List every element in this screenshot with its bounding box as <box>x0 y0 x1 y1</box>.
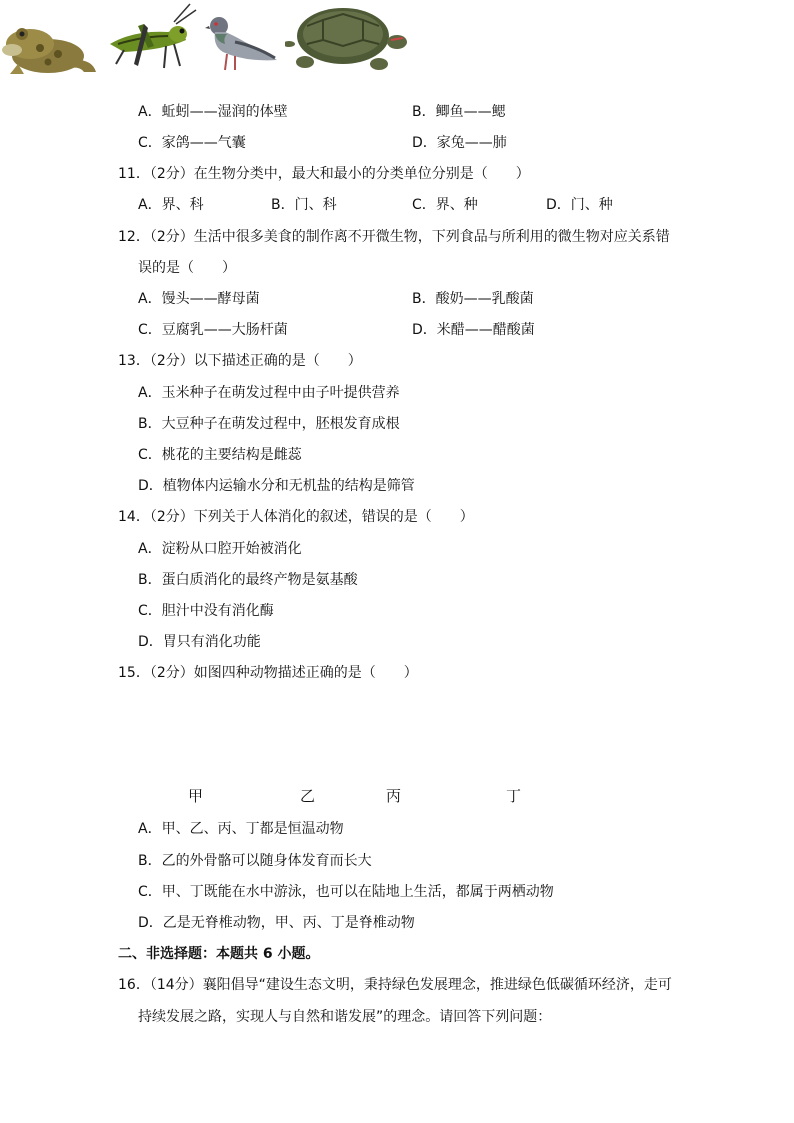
q13-option-d: D．植物体内运输水分和无机盐的结构是筛管 <box>138 478 415 494</box>
q15-stem: 15．（2分）如图四种动物描述正确的是（ ） <box>118 665 418 681</box>
animal-label-jia: 甲 <box>188 787 204 805</box>
q13-option-a: A．玉米种子在萌发过程中由子叶提供营养 <box>138 385 400 401</box>
q12-option-d: D．米醋——醋酸菌 <box>412 322 535 338</box>
q14-option-c: C．胆汁中没有消化酶 <box>138 603 274 619</box>
turtle-image <box>285 0 409 78</box>
q16-stem-line2: 持续发展之路，实现人与自然和谐发展”的理念。请回答下列问题： <box>138 1009 552 1025</box>
q12-stem-line2: 误的是（ ） <box>138 260 236 276</box>
q12-option-c: C．豆腐乳——大肠杆菌 <box>138 322 288 338</box>
q14-option-a: A．淀粉从口腔开始被消化 <box>138 541 302 557</box>
q14-option-d: D．胃只有消化功能 <box>138 634 261 650</box>
q13-option-c: C．桃花的主要结构是雌蕊 <box>138 447 302 463</box>
section-heading: 二、非选择题：本题共 6 小题。 <box>118 946 320 962</box>
pigeon-image <box>205 12 281 78</box>
frog-image <box>0 16 100 78</box>
animal-figure <box>0 0 794 82</box>
q13-option-b: B．大豆种子在萌发过程中，胚根发育成根 <box>138 416 400 432</box>
q10-option-b: B．鲫鱼——鳃 <box>412 104 506 120</box>
q11-option-d: D．门、种 <box>546 197 613 213</box>
q12-option-a: A．馒头——酵母菌 <box>138 291 260 307</box>
q12-stem-line1: 12．（2分）生活中很多美食的制作离不开微生物，下列食品与所利用的微生物对应关系错 <box>118 229 670 245</box>
grasshopper-image <box>104 2 200 78</box>
q15-option-b: B．乙的外骨骼可以随身体发育而长大 <box>138 853 372 869</box>
q14-stem: 14．（2分）下列关于人体消化的叙述，错误的是（ ） <box>118 509 474 525</box>
q15-option-a: A．甲、乙、丙、丁都是恒温动物 <box>138 821 344 837</box>
animal-label-yi: 乙 <box>300 787 316 805</box>
q16-stem-line1: 16．（14分）襄阳倡导“建设生态文明，秉持绿色发展理念，推进绿色低碳循环经济，走可 <box>118 977 672 993</box>
q11-stem: 11．（2分）在生物分类中，最大和最小的分类单位分别是（ ） <box>118 166 530 182</box>
q11-option-c: C．界、种 <box>412 197 478 213</box>
q13-stem: 13．（2分）以下描述正确的是（ ） <box>118 353 362 369</box>
q15-option-d: D．乙是无脊椎动物，甲、丙、丁是脊椎动物 <box>138 915 415 931</box>
q12-option-b: B．酸奶——乳酸菌 <box>412 291 534 307</box>
q10-option-a: A．蚯蚓——湿润的体壁 <box>138 104 288 120</box>
q14-option-b: B．蛋白质消化的最终产物是氨基酸 <box>138 572 358 588</box>
q11-option-a: A．界、科 <box>138 197 204 213</box>
q10-option-d: D．家兔——肺 <box>412 135 507 151</box>
q10-option-c: C．家鸽——气囊 <box>138 135 246 151</box>
q15-option-c: C．甲、丁既能在水中游泳，也可以在陆地上生活，都属于两栖动物 <box>138 884 554 900</box>
q11-option-b: B．门、科 <box>271 197 337 213</box>
animal-label-ding: 丁 <box>506 787 522 805</box>
animal-label-bing: 丙 <box>386 787 402 805</box>
